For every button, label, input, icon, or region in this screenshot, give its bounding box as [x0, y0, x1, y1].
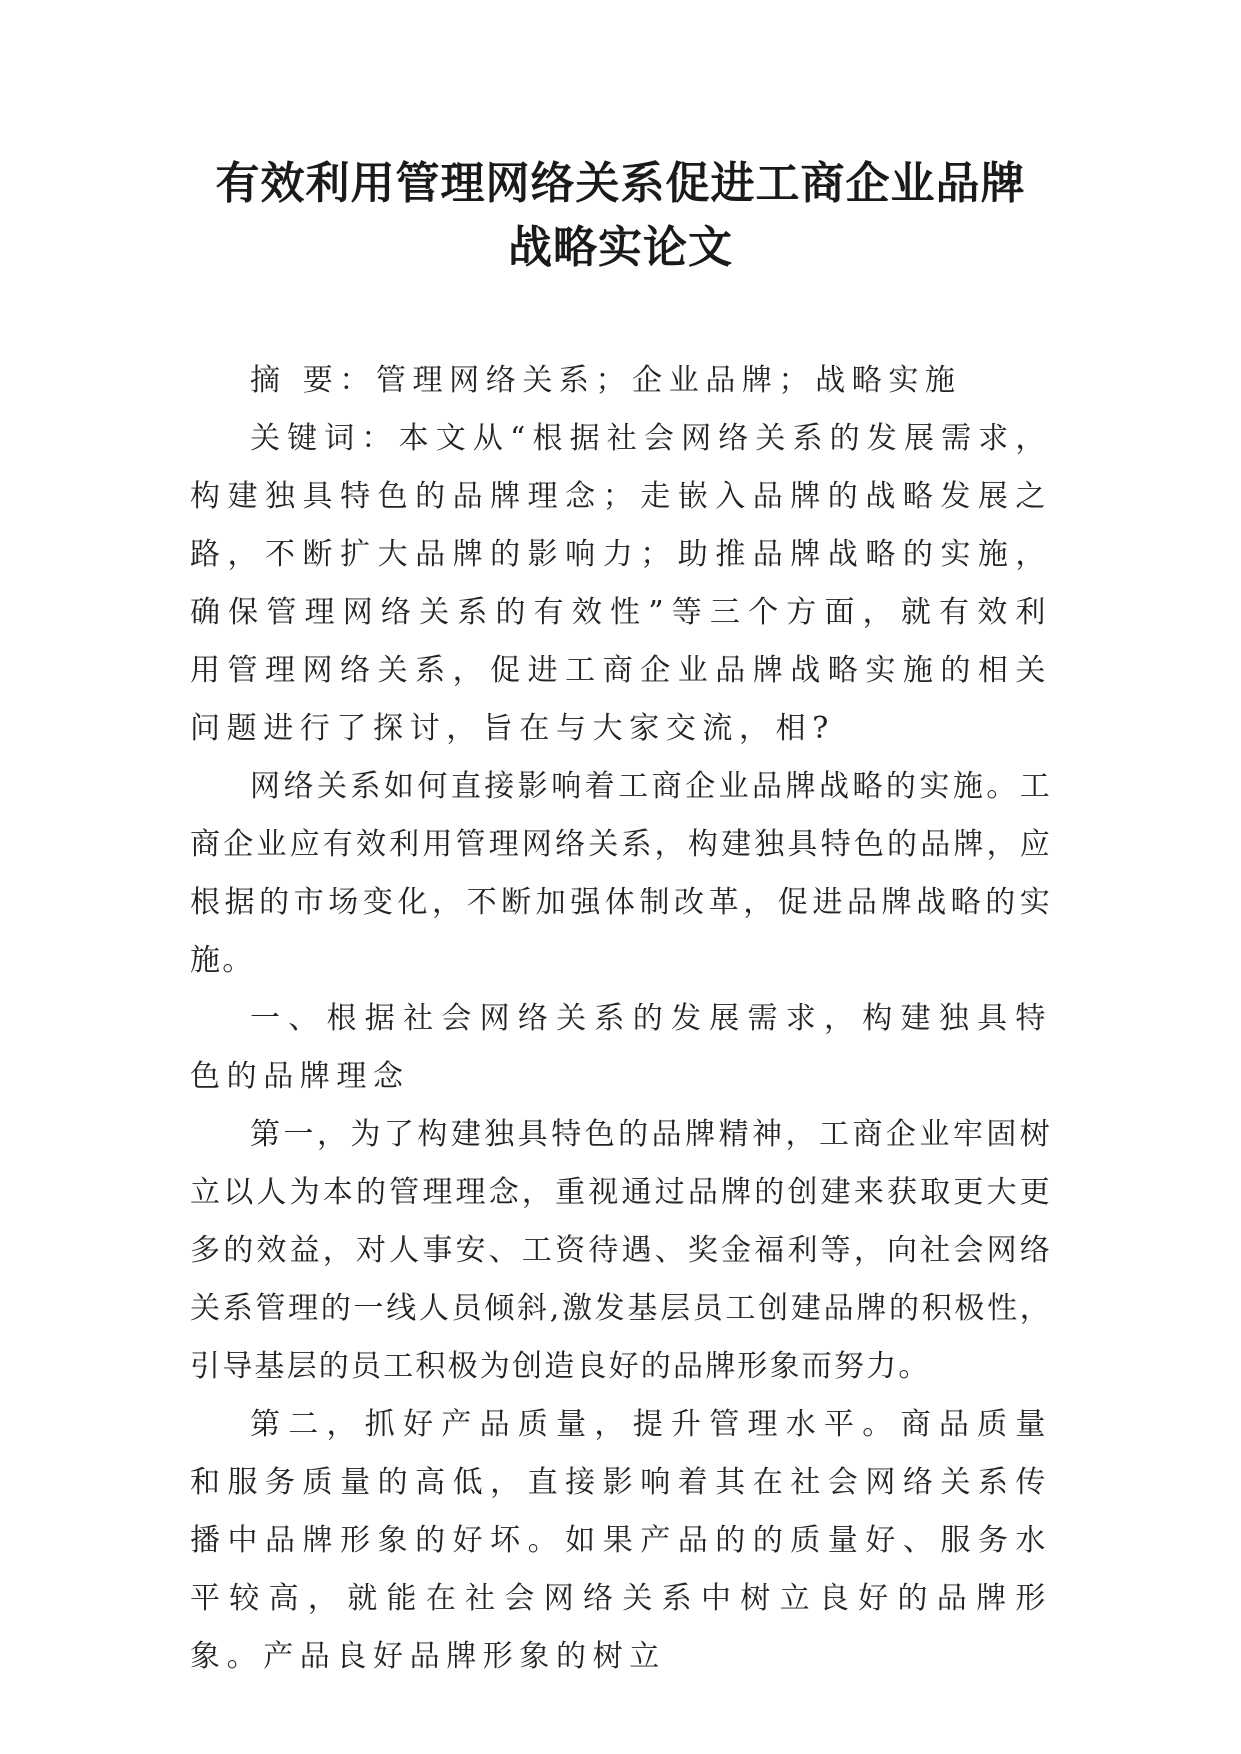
title-line-2: 战略实论文: [508, 222, 733, 273]
intro-paragraph: 网络关系如何直接影响着工商企业品牌战略的实施。工商企业应有效利用管理网络关系，构建独具特色的品牌，应根据的市场变化，不断加强体制改革，促进品牌战略的实施。: [190, 769, 1052, 978]
title-line-1: 有效利用管理网络关系促进工商企业品牌: [215, 158, 1026, 209]
document-body: [190, 352, 1052, 1686]
abstract-paragraph: 摘 要：管理网络关系；企业品牌；战略实施: [250, 363, 962, 398]
body-paragraph-first: 第一，为了构建独具特色的品牌精神，工商企业牢固树立以人为本的管理理念，重视通过品牌的创建来获取更大更多的效益，对人事安、工资待遇、奖金福利等，向社会网络关系管理的一线人员倾斜,激发基层员工创建品牌的积极性，引导基层的员工积极为创造良好的品牌形象而努力。: [190, 1117, 1052, 1384]
keywords-paragraph: 关键词：本文从“根据社会网络关系的发展需求，构建独具特色的品牌理念；走嵌入品牌的战略发展之路，不断扩大品牌的影响力；助推品牌战略的实施，确保管理网络关系的有效性”等三个方面，就有效利用管理网络关系，促进工商企业品牌战略实施的相关问题进行了探讨，旨在与大家交流，相?: [190, 421, 1052, 746]
section-heading-1: 一、根据社会网络关系的发展需求，构建独具特色的品牌理念: [190, 1001, 1052, 1094]
document-title: [150, 152, 1091, 280]
body-paragraph-second: 第二，抓好产品质量，提升管理水平。商品质量和服务质量的高低，直接影响着其在社会网络关系传播中品牌形象的好坏。如果产品的的质量好、服务水平较高，就能在社会网络关系中树立良好的品牌形象。产品良好品牌形象的树立: [190, 1407, 1052, 1674]
